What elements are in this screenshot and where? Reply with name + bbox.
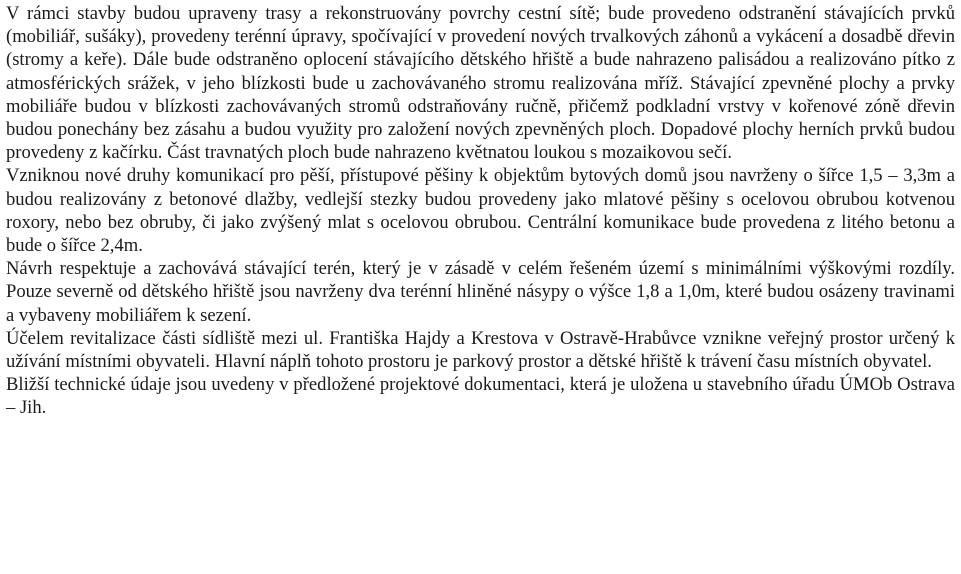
paragraph-construction-scope: V rámci stavby budou upraveny trasy a rekonstruovány povrchy cestní sítě; bude provedeno odstranění stávajících prvků (mobiliář, sušáky), provedeny terénní úpravy, spočívající v provedení nových trvalkových záhonů a vykácení a dosadbě dřevin (stromy a keře). Dále bude odstraněno oplocení stávajícího dětského hřiště a bude nahrazeno palisádou a realizováno pítko z atmosférických srážek, v jeho blízkosti bude u zachovávaného stromu realizována mříž. Stávající zpevněné plochy a prvky mobiliáře budou v blízkosti zachovávaných stromů odstraňovány ručně, přičemž podkladní vrstvy v kořenové zóně dřevin budou ponechány bez zásahu a budou využity pro založení nových zpevněných ploch. Dopadové plochy herních prvků budou provedeny z kačírku. Část travnatých ploch bude nahrazeno květnatou loukou s mozaikovou sečí. xyxy=(6,3,955,164)
paragraph-pedestrian-paths: Vzniknou nové druhy komunikací pro pěší, přístupové pěšiny k objektům bytových domů jsou navrženy o šířce 1,5 – 3,3m a budou realizovány z betonové dlažby, vedlejší stezky budou provedeny jako mlatové pěšiny s ocelovou obrubou kotvenou roxory, nebo bez obruby, či jako zvýšený mlat s ocelovou obrubou. Centrální komunikace bude provedena z litého betonu a bude o šířce 2,4m. xyxy=(6,165,955,257)
paragraph-technical-details: Bližší technické údaje jsou uvedeny v předložené projektové dokumentaci, která je uložena u stavebního úřadu ÚMOb Ostrava – Jih. xyxy=(6,374,955,419)
paragraph-terrain: Návrh respektuje a zachovává stávající terén, který je v zásadě v celém řešeném území s minimálními výškovými rozdíly. Pouze severně od dětského hřiště jsou navrženy dva terénní hliněné násypy o výšce 1,8 a 1,0m, které budou osázeny travinami a vybaveny mobiliářem k sezení. xyxy=(6,258,955,326)
paragraph-revitalization-purpose: Účelem revitalizace části sídliště mezi ul. Františka Hajdy a Krestova v Ostravě-Hrabůvce vznikne veřejný prostor určený k užívání místními obyvateli. Hlavní náplň tohoto prostoru je parkový prostor a dětské hřiště k trávení času místních obyvatel. xyxy=(6,327,955,373)
